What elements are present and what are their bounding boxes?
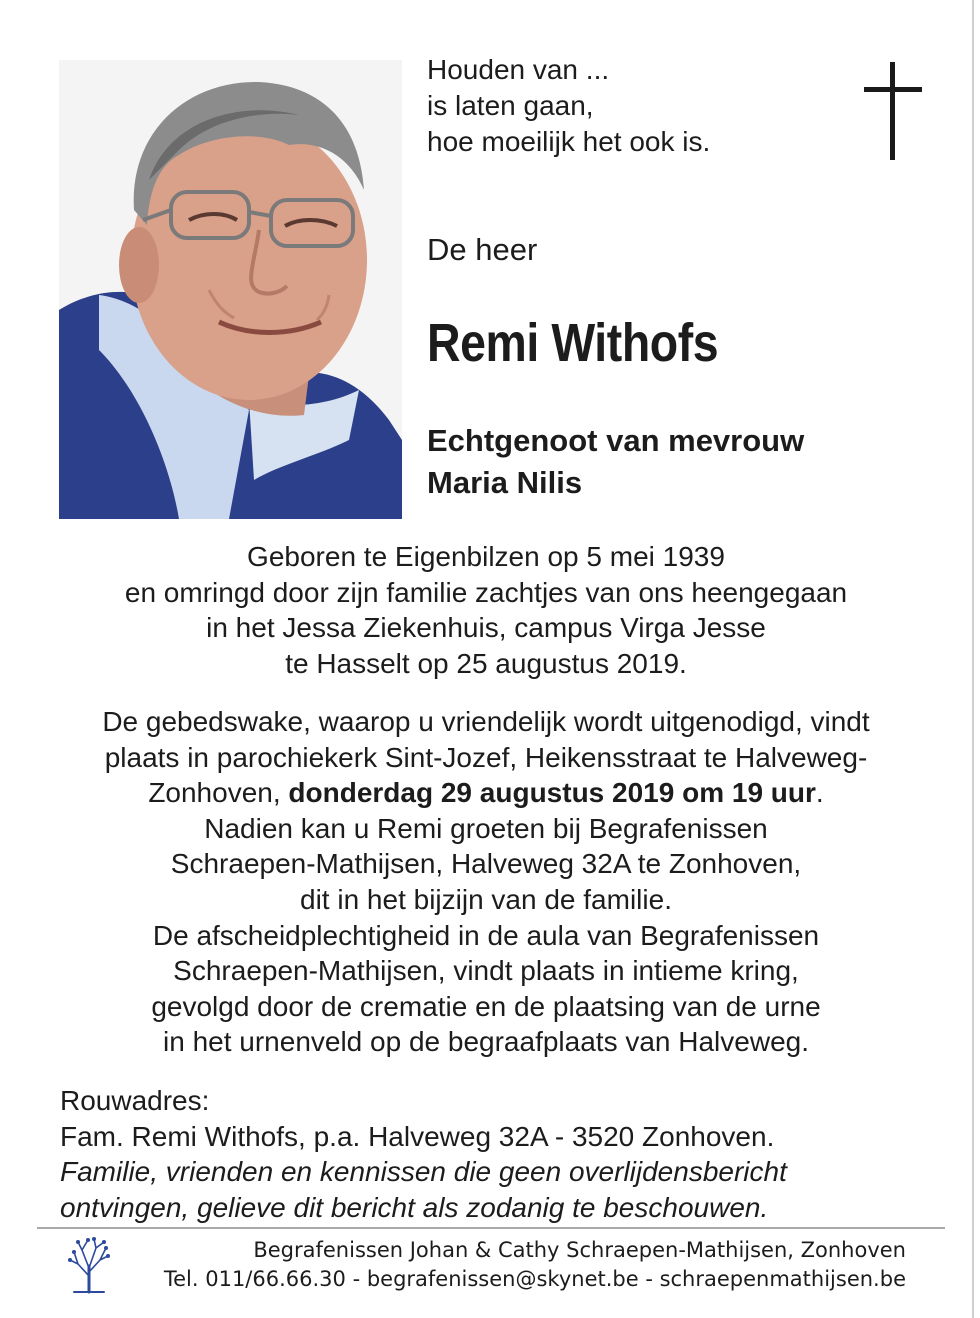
paragraph-line: plaats in parochiekerk Sint-Jozef, Heikensstraat te Halveweg- [104,741,868,773]
cross-icon [864,62,922,160]
quote-line: hoe moeilijk het ook is. [427,126,711,157]
spouse-name: Maria Nilis [427,465,583,500]
paragraph-line: in het Jessa Ziekenhuis, campus Virga Jesse [206,612,766,644]
text-span: Zonhoven, [148,777,289,809]
address-value: Fam. Remi Withofs, p.a. Halveweg 32A - 3520 Zonhoven. [60,1120,775,1152]
spouse-info [427,420,804,504]
address-note: ontvingen, gelieve dit bericht als zodanig te beschouwen. [60,1191,769,1223]
funeral-home-name: Begrafenissen Johan & Cathy Schraepen-Mathijsen, Zonhoven [253,1238,906,1262]
text-span: . [815,777,824,809]
quote-line: Houden van ... [427,54,610,85]
paragraph-line: Nadien kan u Remi groeten bij Begrafenissen [204,812,768,844]
paragraph-line: en omringd door zijn familie zachtjes van ons heengegaan [124,576,848,608]
mourning-address [60,1083,787,1225]
paragraph-line: Schraepen-Mathijsen, vindt plaats in intieme kring, [173,955,799,987]
portrait-photo [59,60,402,519]
ceremony-paragraph [0,704,972,1060]
paragraph-line: De gebedswake, waarop u vriendelijk wordt uitgenodigd, vindt [102,706,870,737]
paragraph-line: Geboren te Eigenbilzen op 5 mei 1939 [247,541,725,572]
paragraph-line [0,775,972,811]
vigil-date-time: donderdag 29 augustus 2019 om 19 uur [288,777,816,809]
quote-line: is laten gaan, [427,90,594,121]
paragraph-line: dit in het bijzijn van de familie. [300,883,672,915]
paragraph-line: De afscheidplechtigheid in de aula van Begrafenissen [152,919,820,951]
paragraph-line: in het urnenveld op de begraafplaats van Halveweg. [163,1026,809,1058]
funeral-home-footer [126,1236,906,1294]
opening-quote [427,52,710,160]
address-note: Familie, vrienden en kennissen die geen overlijdensbericht [60,1156,787,1188]
paragraph-line: gevolgd door de crematie en de plaatsing van de urne [151,990,821,1022]
funeral-home-contact: Tel. 011/66.66.30 - begrafenissen@skynet.be - schraepenmathijsen.be [163,1267,906,1291]
salutation: De heer [427,232,538,267]
address-label: Rouwadres: [60,1085,210,1116]
tree-icon [64,1236,114,1294]
birth-death-paragraph [0,539,972,681]
spouse-line: Echtgenoot van mevrouw [427,423,805,458]
paragraph-line: Schraepen-Mathijsen, Halveweg 32A te Zonhoven, [170,848,802,880]
deceased-name: Remi Withofs [427,313,719,373]
right-border [972,0,974,1318]
paragraph-line: te Hasselt op 25 augustus 2019. [285,647,687,679]
footer-divider [37,1227,945,1229]
